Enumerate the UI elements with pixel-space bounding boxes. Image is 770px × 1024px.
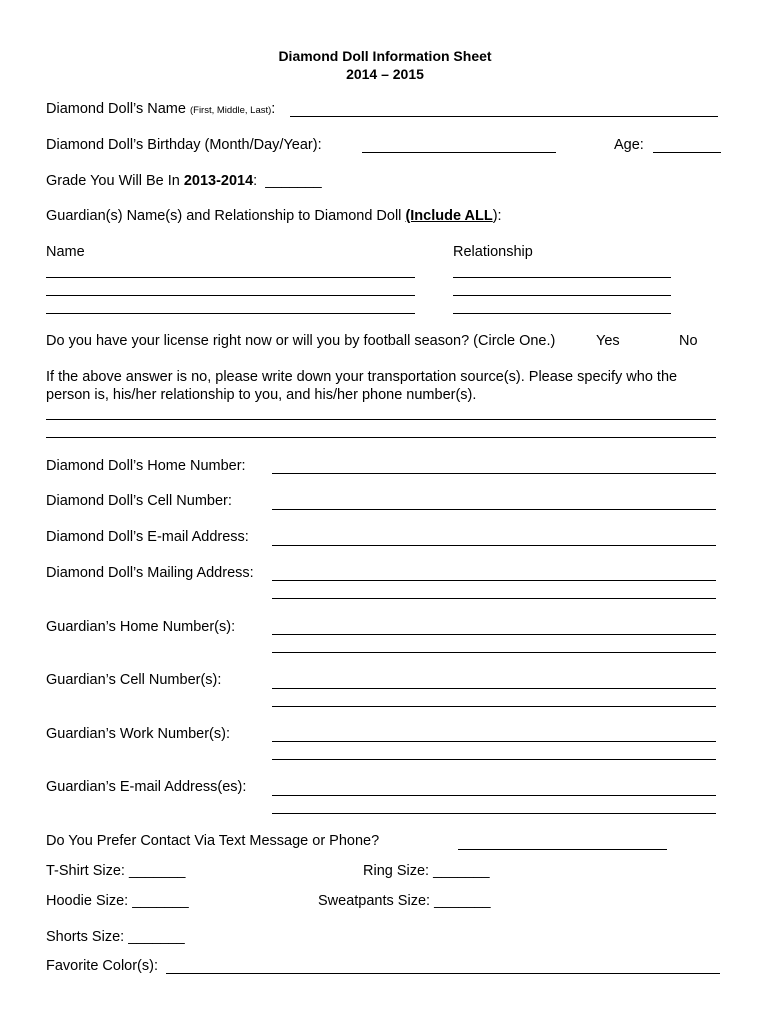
mailing-address-line[interactable] [272, 580, 716, 581]
contact-preference-question: Do You Prefer Contact Via Text Message or Phone? [46, 833, 380, 849]
guardians-heading-suffix: ): [492, 208, 502, 224]
guardian-work-line[interactable] [272, 759, 716, 760]
transport-instructions-line1: If the above answer is no, please write down your transportation source(s). Please specify who the [46, 369, 678, 385]
tshirt-size-field[interactable]: T-Shirt Size: _______ [46, 863, 186, 879]
mailing-address-line[interactable] [272, 598, 716, 599]
guardian-email-line[interactable] [272, 813, 716, 814]
favorite-color-line[interactable] [166, 973, 720, 974]
guardian-email-line[interactable] [272, 795, 716, 796]
birthday-label: Diamond Doll’s Birthday (Month/Day/Year): [46, 137, 322, 153]
guardian-cell-label: Guardian’s Cell Number(s): [46, 672, 222, 688]
guardian-cell-line[interactable] [272, 706, 716, 707]
favorite-color-label: Favorite Color(s): [46, 958, 158, 974]
guardian-work-line[interactable] [272, 741, 716, 742]
email-label: Diamond Doll’s E-mail Address: [46, 529, 249, 545]
age-label: Age: [614, 137, 644, 153]
grade-label-prefix: Grade You Will Be In [46, 173, 184, 189]
sweatpants-size-field[interactable]: Sweatpants Size: _______ [318, 893, 491, 909]
guardian-name-column: Name [46, 244, 85, 260]
transport-answer-line[interactable] [46, 437, 716, 438]
cell-number-line[interactable] [272, 509, 716, 510]
guardian-cell-line[interactable] [272, 688, 716, 689]
cell-number-label: Diamond Doll’s Cell Number: [46, 493, 232, 509]
license-no-option[interactable]: No [679, 333, 698, 349]
guardian-name-line[interactable] [46, 313, 415, 314]
contact-preference-line[interactable] [458, 849, 667, 850]
transport-answer-line[interactable] [46, 419, 716, 420]
guardian-relationship-line[interactable] [453, 295, 671, 296]
ring-size-field[interactable]: Ring Size: _______ [363, 863, 490, 879]
guardians-heading-prefix: Guardian(s) Name(s) and Relationship to Diamond Doll [46, 208, 406, 224]
name-hint: (First, Middle, Last) [189, 105, 272, 116]
guardian-relationship-line[interactable] [453, 277, 671, 278]
home-number-label: Diamond Doll’s Home Number: [46, 458, 246, 474]
email-line[interactable] [272, 545, 716, 546]
guardian-work-label: Guardian’s Work Number(s): [46, 726, 230, 742]
birthday-field-line[interactable] [362, 152, 556, 153]
guardian-email-label: Guardian’s E-mail Address(es): [46, 779, 247, 795]
guardians-heading [46, 208, 502, 225]
guardian-name-line[interactable] [46, 277, 415, 278]
guardian-home-line[interactable] [272, 634, 716, 635]
age-field-line[interactable] [653, 152, 721, 153]
sheet-title: Diamond Doll Information Sheet [278, 48, 492, 64]
license-question: Do you have your license right now or will you by football season? (Circle One.) [46, 333, 556, 349]
name-field-line[interactable] [290, 116, 718, 117]
grade-colon: : [253, 173, 258, 189]
name-label [46, 101, 275, 119]
sheet-year: 2014 – 2015 [346, 66, 424, 82]
hoodie-size-field[interactable]: Hoodie Size: _______ [46, 893, 189, 909]
grade-blank[interactable]: _______ [265, 173, 322, 189]
home-number-line[interactable] [272, 473, 716, 474]
grade-label [46, 173, 322, 190]
name-colon: : [271, 101, 276, 117]
grade-year: 2013-2014 [183, 173, 254, 189]
transport-instructions-line2: person is, his/her relationship to you, and his/her phone number(s). [46, 387, 477, 403]
guardian-relationship-line[interactable] [453, 313, 671, 314]
name-label-text: Diamond Doll’s Name [46, 101, 190, 117]
guardian-home-label: Guardian’s Home Number(s): [46, 619, 236, 635]
mailing-address-label: Diamond Doll’s Mailing Address: [46, 565, 254, 581]
shorts-size-field[interactable]: Shorts Size: _______ [46, 929, 185, 945]
guardian-home-line[interactable] [272, 652, 716, 653]
guardian-relationship-column: Relationship [453, 244, 533, 260]
guardian-name-line[interactable] [46, 295, 415, 296]
guardians-include-all: (Include ALL [405, 208, 493, 224]
license-yes-option[interactable]: Yes [596, 333, 620, 349]
